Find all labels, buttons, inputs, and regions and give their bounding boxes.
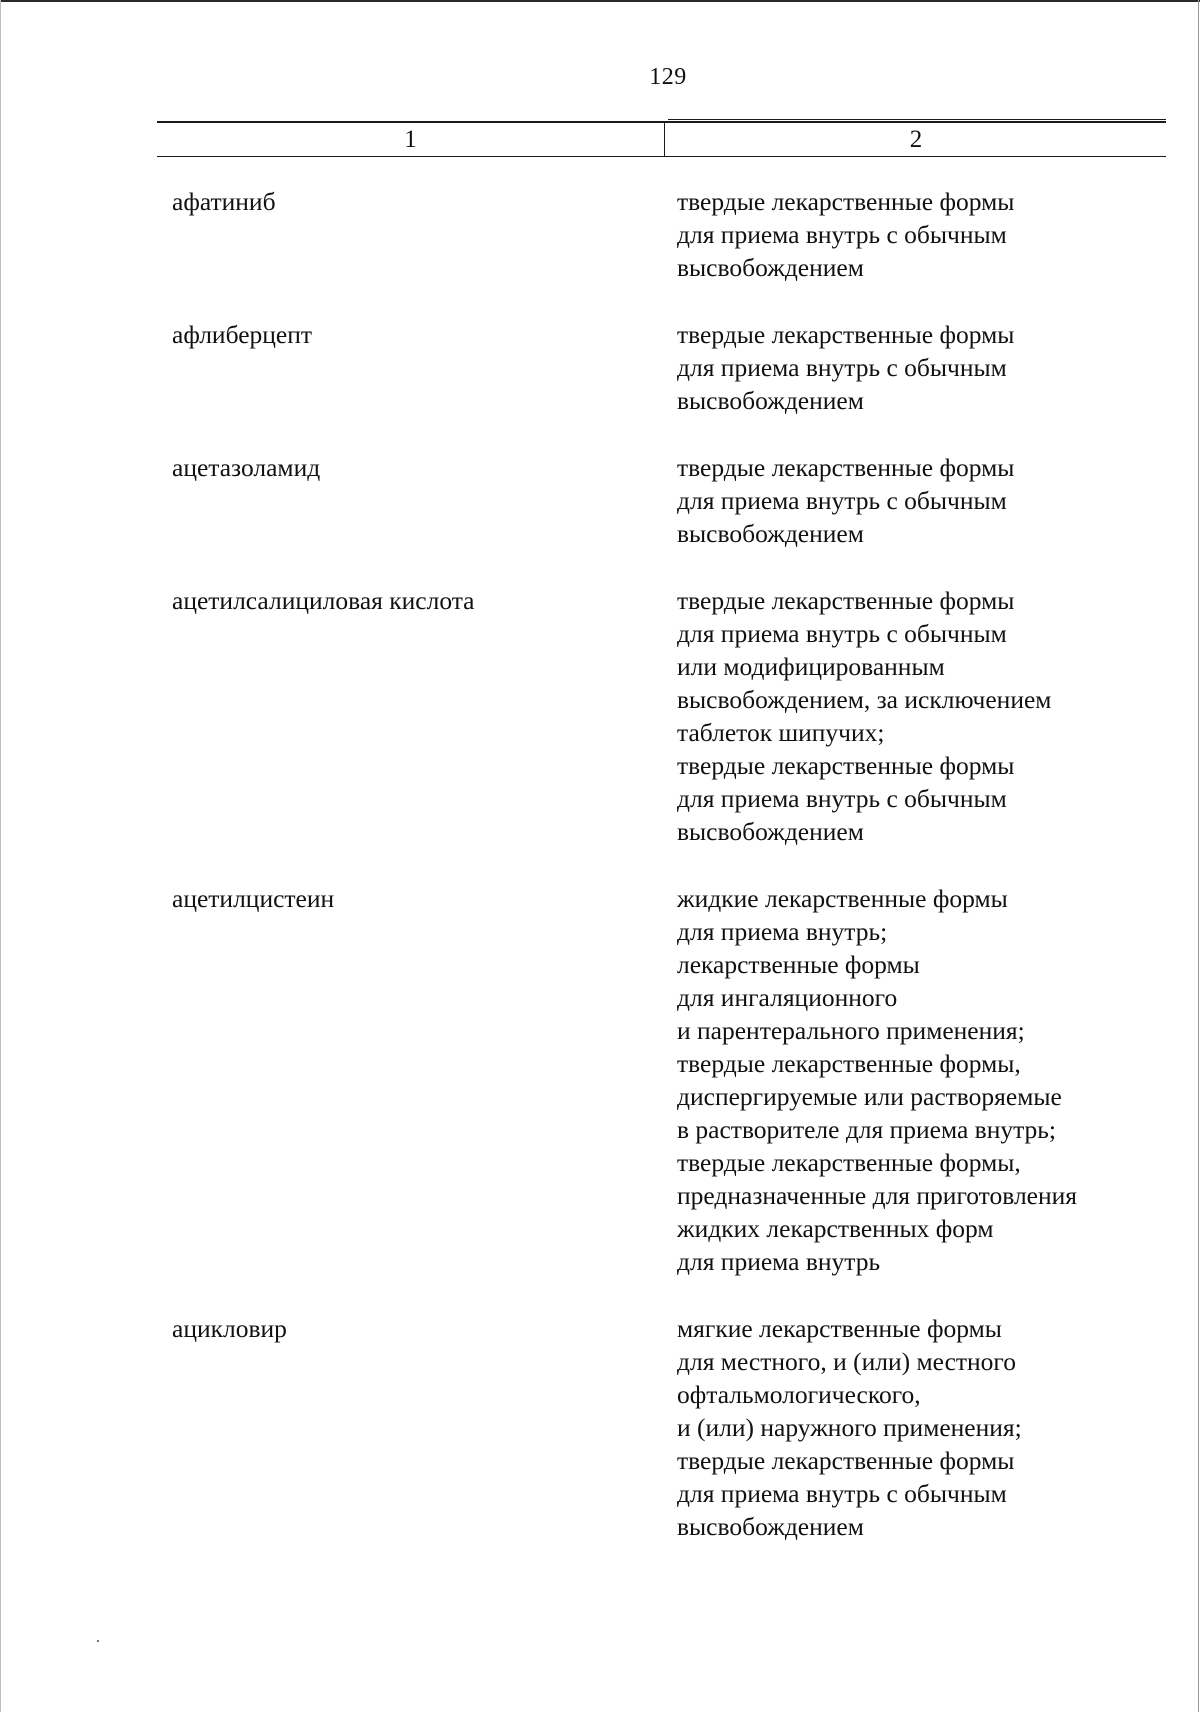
drug-name: ацикловир	[172, 1314, 287, 1343]
dosage-form-line: таблеток шипучих;	[677, 718, 885, 747]
page-number: 129	[649, 64, 687, 90]
drug-name: афлиберцепт	[172, 320, 313, 349]
dosage-form-line: твердые лекарственные формы,	[677, 1148, 1021, 1177]
dosage-form-line: жидкие лекарственные формы	[677, 884, 1008, 913]
drug-name: ацетилсалициловая кислота	[172, 586, 475, 615]
dosage-form-line: или модифицированным	[677, 652, 945, 681]
dosage-form-line: и (или) наружного применения;	[677, 1413, 1022, 1442]
column-header-2: 2	[909, 126, 923, 153]
dosage-form-line: высвобождением	[677, 386, 864, 415]
drug-name: ацетазоламид	[172, 453, 321, 482]
dosage-form-line: для приема внутрь с обычным	[677, 1479, 1007, 1508]
dosage-forms	[677, 882, 1177, 1278]
dosage-form-line: твердые лекарственные формы	[677, 586, 1015, 615]
table-row	[0, 185, 1200, 284]
dosage-form-line: высвобождением	[677, 817, 864, 846]
dosage-form-line: для ингаляционного	[677, 983, 898, 1012]
dosage-forms	[677, 318, 1177, 417]
dosage-form-line: твердые лекарственные формы,	[677, 1049, 1021, 1078]
dosage-form-line: высвобождением	[677, 519, 864, 548]
table-row	[0, 318, 1200, 417]
column-header-1: 1	[404, 126, 417, 153]
dosage-forms	[677, 185, 1177, 284]
dosage-form-line: в растворителе для приема внутрь;	[677, 1115, 1057, 1144]
dosage-form-line: твердые лекарственные формы	[677, 751, 1015, 780]
dosage-form-line: и парентерального применения;	[677, 1016, 1025, 1045]
dosage-form-line: мягкие лекарственные формы	[677, 1314, 1002, 1343]
table-header-rule-bottom	[157, 156, 1166, 157]
table-row	[0, 1312, 1200, 1543]
dosage-form-line: высвобождением	[677, 1512, 864, 1541]
dosage-form-line: лекарственные формы	[677, 950, 920, 979]
drug-table-body	[0, 185, 1200, 1577]
dosage-form-line: для приема внутрь с обычным	[677, 353, 1007, 382]
dosage-forms	[677, 1312, 1177, 1543]
scan-speck	[97, 1640, 99, 1642]
dosage-forms	[677, 584, 1177, 848]
table-header-column-divider	[664, 121, 665, 157]
dosage-form-line: твердые лекарственные формы	[677, 453, 1015, 482]
table-row	[0, 882, 1200, 1278]
dosage-form-line: для приема внутрь с обычным	[677, 784, 1007, 813]
drug-name: афатиниб	[172, 187, 276, 216]
dosage-forms	[677, 451, 1177, 550]
dosage-form-line: предназначенные для приготовления	[677, 1181, 1078, 1210]
dosage-form-line: высвобождением, за исключением	[677, 685, 1052, 714]
dosage-form-line: для приема внутрь с обычным	[677, 619, 1007, 648]
dosage-form-line: для приема внутрь	[677, 1247, 881, 1276]
dosage-form-line: для приема внутрь с обычным	[677, 486, 1007, 515]
scan-border-top	[0, 0, 1200, 2]
table-row	[0, 451, 1200, 550]
dosage-form-line: для местного, и (или) местного	[677, 1347, 1016, 1376]
dosage-form-line: твердые лекарственные формы	[677, 1446, 1015, 1475]
dosage-form-line: жидких лекарственных форм	[677, 1214, 994, 1243]
table-row	[0, 584, 1200, 848]
table-header-rule-upper	[668, 119, 1166, 120]
dosage-form-line: высвобождением	[677, 253, 864, 282]
table-header-rule-top	[157, 121, 1166, 123]
dosage-form-line: твердые лекарственные формы	[677, 320, 1015, 349]
dosage-form-line: для приема внутрь с обычным	[677, 220, 1007, 249]
dosage-form-line: офтальмологического,	[677, 1380, 921, 1409]
drug-name: ацетилцистеин	[172, 884, 335, 913]
dosage-form-line: диспергируемые или растворяемые	[677, 1082, 1062, 1111]
dosage-form-line: для приема внутрь;	[677, 917, 888, 946]
dosage-form-line: твердые лекарственные формы	[677, 187, 1015, 216]
